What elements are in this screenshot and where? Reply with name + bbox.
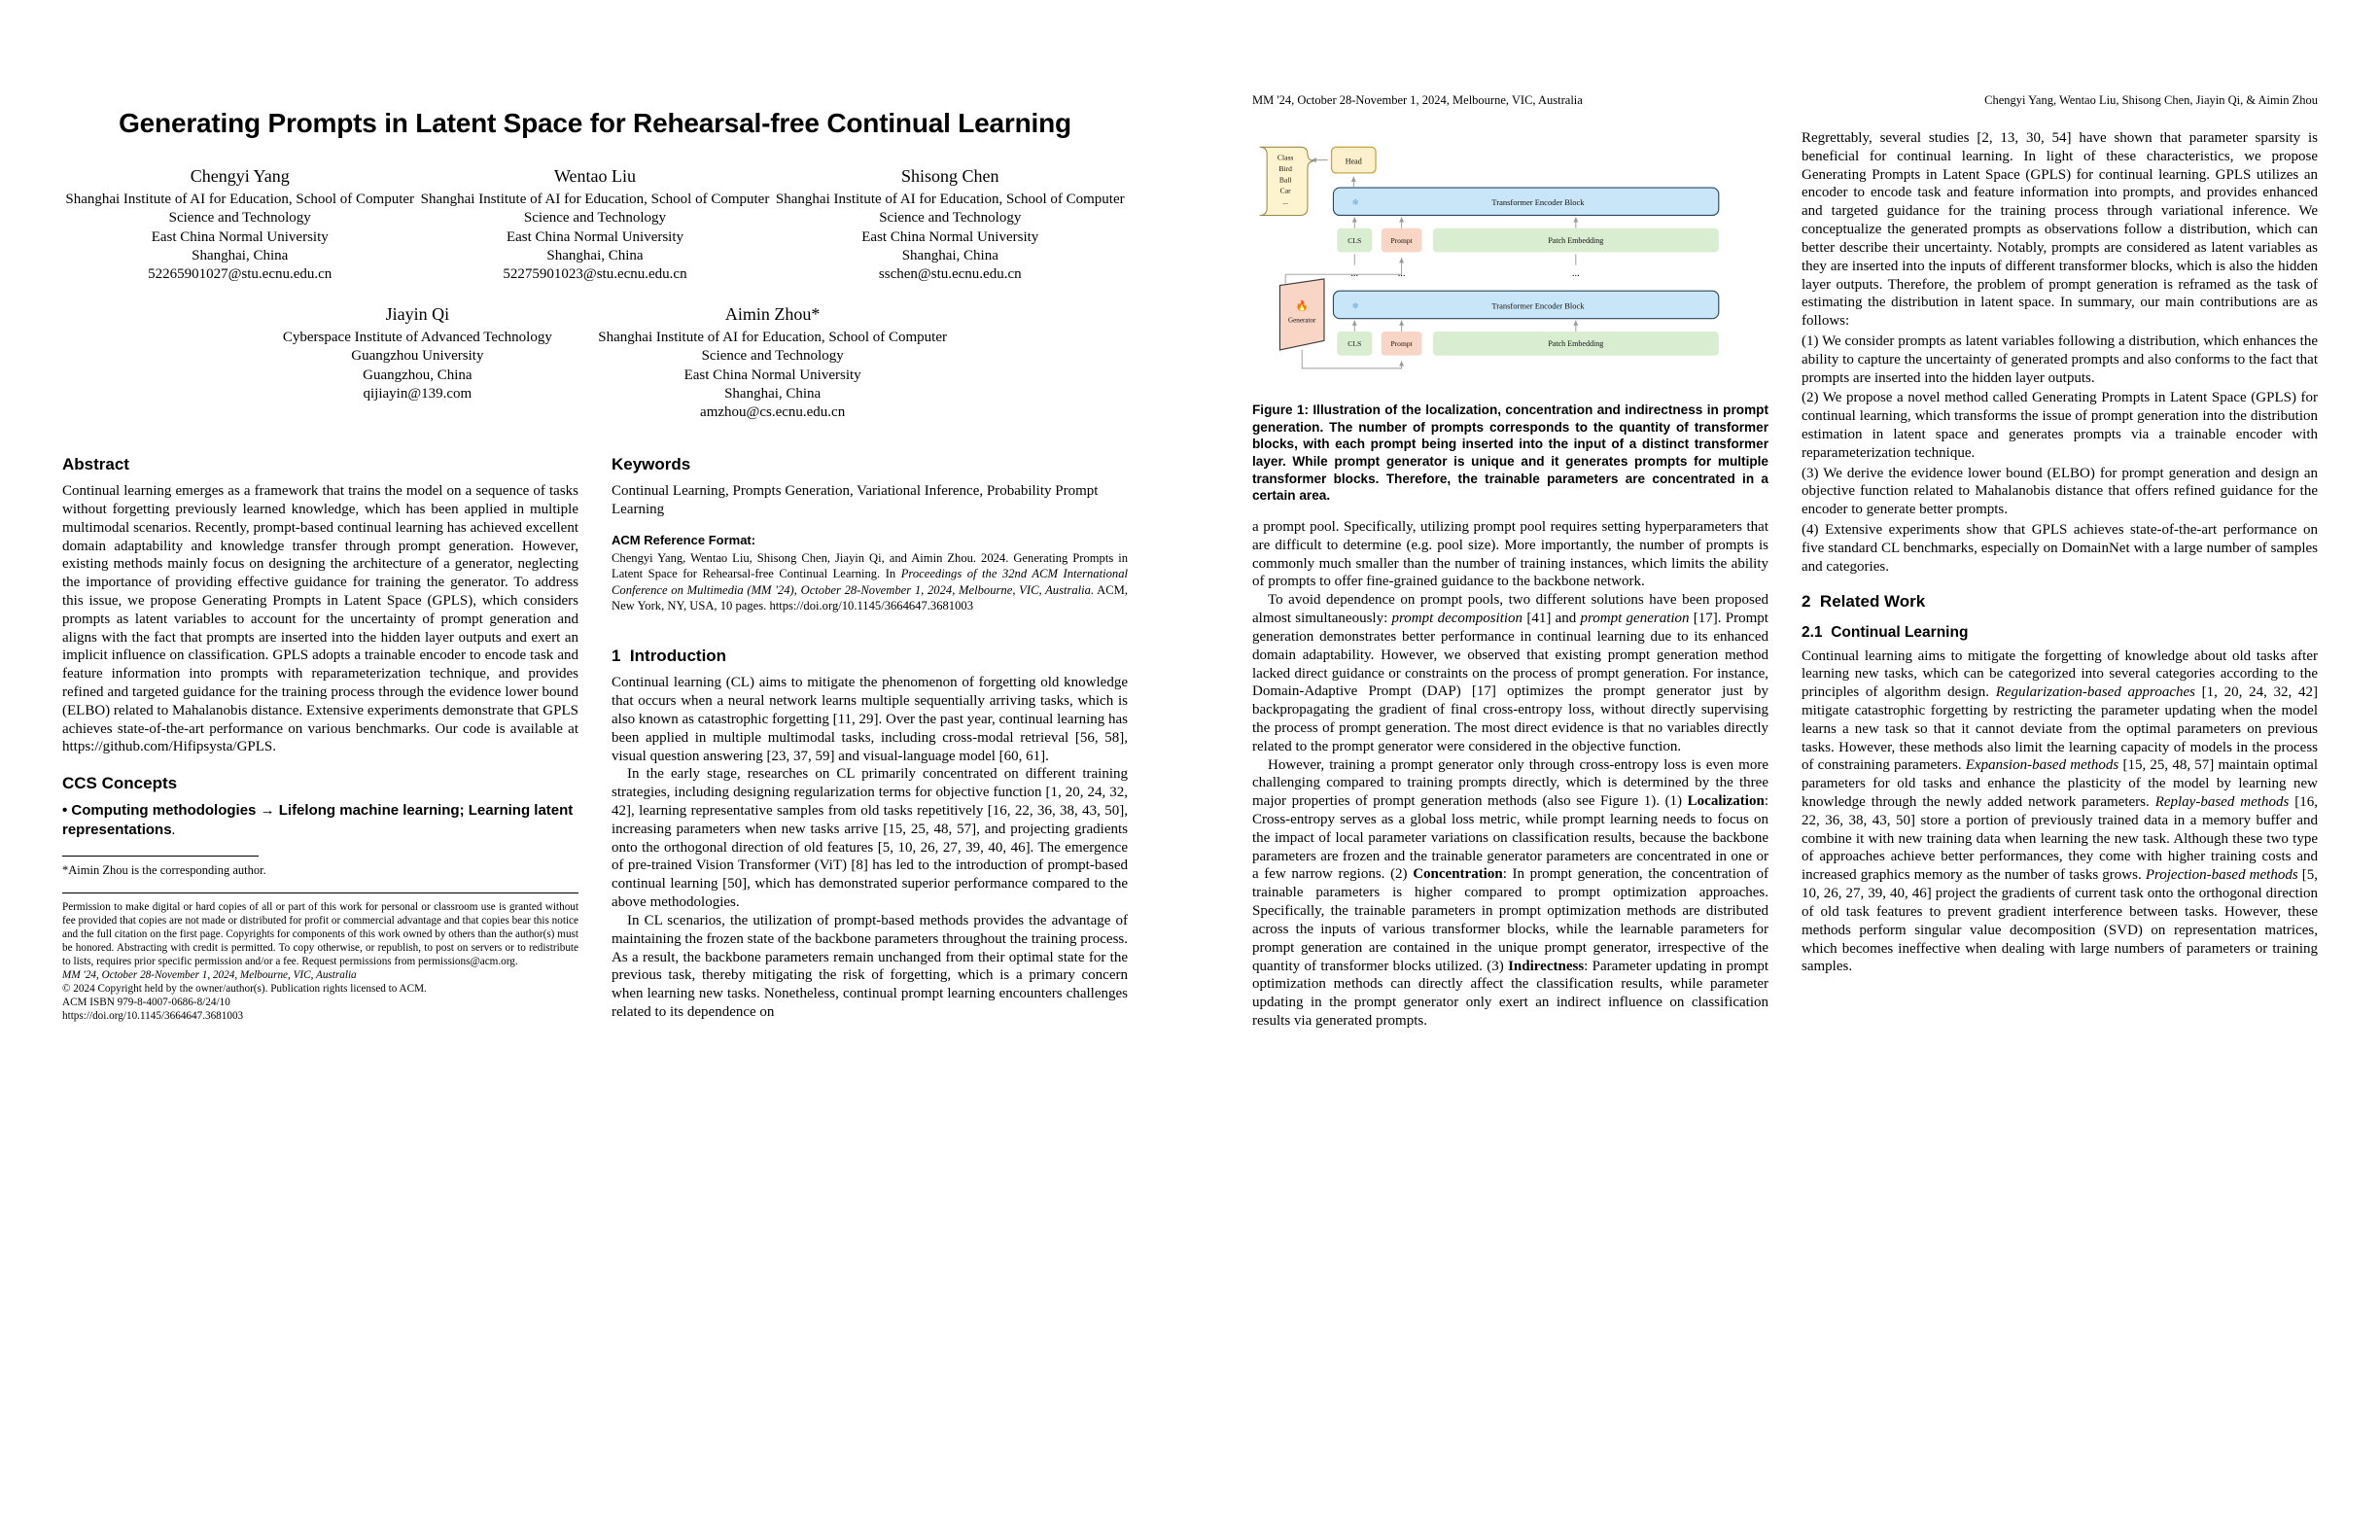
p6-bold-indirectness: Indirectness [1508,958,1585,974]
running-header-left: MM '24, October 28-November 1, 2024, Melbourne, VIC, Australia [1252,93,1583,107]
author-block [773,165,1128,284]
p6-part-c: : In prompt generation, the concentration of trainable parameters is higher compared to prompt optimization approaches. Specifically, the trainable parameters in prompt optimization methods are distributed across the inputs of various transformer blocks, while the learnable parameters for prompt generation are contained in the unique prompt generator, irrespective of the quantity of transformer blocks utilized. (3) [1252,866,1768,974]
generator-label: Generator [1287,316,1316,325]
rw-italic-expansion: Expansion-based methods [1965,757,2119,774]
patch-label-top: Patch Embedding [1548,235,1604,245]
subsection-heading-continual-learning [1802,624,2318,642]
author-city: Shanghai, China [901,247,998,263]
author-university: Guangzhou University [351,348,484,365]
p5-italic-prompt-generation: prompt generation [1580,611,1690,627]
page1-left-column [62,455,578,1023]
author-email: 52275901023@stu.ecnu.edu.cn [503,265,687,282]
p6-bold-localization: Localization [1687,793,1765,810]
snowflake-icon: ❄ [1351,300,1359,311]
author-city: Guangzhou, China [363,367,472,383]
head-label: Head [1345,157,1362,166]
copyright-permission: Permission to make digital or hard copies of all or part of this work for personal or classroom use is granted without fee provided that copies are not made or distributed for profit or commercial advantage and that copies bear this notice and the full citation on the first page. Copyrights for components of this work owned by others than the author(s) must be honored. Abstracting with credit is permitted. To copy otherwise, or republish, to post on servers or to redistribute to lists, requires prior specific permission and/or a fee. Request permissions from permissions@acm.org. [62,900,578,967]
keywords-text: Continual Learning, Prompts Generation, Variational Inference, Probability Prompt Learning [612,483,1099,517]
class-label-1: Bird [1278,163,1292,173]
flame-icon: 🔥 [1295,301,1309,313]
author-name: Aimin Zhou* [724,304,821,325]
cls-label-bottom: CLS [1348,339,1362,349]
copyright-isbn: ACM ISBN 979-8-4007-0686-8/24/10 [62,997,230,1009]
paper-page-2 [1190,0,2380,1540]
copyright-conference: MM '24, October 28-November 1, 2024, Melbourne, VIC, Australia [62,969,357,982]
rw-part-d: [16, 22, 36, 38, 43, 50] store a portion of previously trained data in a memory buffer and combine it with new training data when learning the new task. Although these two type of approaches achieve better performances, they come with higher training costs and increased graphics memory as the number of tasks grows. [1802,794,2318,884]
author-affiliation: Shanghai Institute of AI for Education, School of Computer Science and Technology [420,192,770,227]
author-email: qijiayin@139.com [363,385,472,402]
related-subnumber: 2.1 [1802,623,1823,641]
intro-paragraph-3: In CL scenarios, the utilization of prompt-based methods provides the advantage of maintaining the frozen state of the backbone parameters throughout the training process. As a result, the backbone parameters remain unchanged from their optimal state for the previous task, thereby mitigating the risk of forgetting, which is a primary concern when learning new tasks. Nonetheless, continual prompt learning encounters challenges related to its dependence on [612,912,1128,1020]
author-name: Chengyi Yang [190,166,290,187]
intro-number: 1 [612,647,621,666]
generator-shape [1279,279,1324,350]
footnote-rule [62,856,259,857]
encoder-label-top: Transformer Encoder Block [1491,197,1585,208]
ccs-period: . [171,822,176,838]
cls-label-top: CLS [1348,235,1362,245]
page-title: Generating Prompts in Latent Space for Rehearsal-free Continual Learning [119,108,1071,138]
keywords-heading: Keywords [612,455,691,474]
intro-paragraph-7: Regrettably, several studies [2, 13, 30, 54] have shown that parameter sparsity is beneficial for continual learning. In light of these characteristics, we propose Generating Prompts in Latent Space (GPLS) for continual learning. GPLS utilizes an encoder to encode task and feature information into prompts, and provides enhanced and targeted guidance for the training process through variational inference. We conceptualize the generated prompts as observations follow a distribution, which can better describe their uncertainty. Notably, prompts are considered as latent variables as they are inserted into the inputs of different transformer blocks, which is also the hidden layer outputs. Therefore, the problem of prompt generation is reframed as the task of estimating the distribution in latent space. In summary, our main contributions are as follows: [1802,130,2318,330]
figure-1 [1252,129,1768,390]
acm-reference-heading: ACM Reference Format: [612,532,756,547]
rw-italic-projection: Projection-based methods [2145,867,2298,884]
page2-columns [1252,129,2318,1031]
author-block [240,303,595,422]
author-affiliation: Shanghai Institute of AI for Education, School of Computer Science and Technology [775,192,1125,227]
author-city: Shanghai, China [724,385,822,402]
generator-to-prompt-arrow-top [1285,258,1401,274]
patch-label-bottom: Patch Embedding [1548,339,1604,349]
ccs-concepts-line [62,801,578,840]
p5-italic-prompt-decomposition: prompt decomposition [1391,611,1523,627]
running-header-right: Chengyi Yang, Wentao Liu, Shisong Chen, Jiayin Qi, & Aimin Zhou [1984,93,2318,107]
page1-right-column [612,455,1128,1023]
ellipsis-patch: ... [1571,268,1580,280]
page2-left-column [1252,129,1768,1031]
snowflake-icon: ❄ [1351,197,1359,208]
copyright-owner: © 2024 Copyright held by the owner/author(s). Publication rights licensed to ACM. [62,983,427,996]
acm-reference-text [612,550,1128,613]
intro-paragraph-2: In the early stage, researches on CL primarily concentrated on different training strategies, including designing regularization terms for objective function [1, 20, 24, 32, 42], learning representative samples from old tasks repetitively [16, 22, 36, 38, 43, 50], increasing parameters when new tasks arrive [15, 25, 48, 57], and projecting gradients onto the orthogonal direction of old features [5, 10, 26, 27, 39, 40, 46]. The emergence of pre-trained Vision Transformer (ViT) [8] has led to the introduction of prompt-based continual learning [50], which has demonstrated superior performance compared to the above methodologies. [612,766,1128,911]
encoder-label-bottom: Transformer Encoder Block [1491,300,1585,311]
author-email: 52265901027@stu.ecnu.edu.cn [148,265,332,282]
author-university: East China Normal University [151,228,329,245]
author-row-spacer [63,303,240,422]
p6-part-a: However, training a prompt generator only through cross-entropy loss is even more challenging compared to training prompts directly, which is determined by the three major properties of prompt generation methods (also see Figure 1). (1) [1252,756,1768,810]
p6-bold-concentration: Concentration [1413,866,1503,883]
author-name: Shisong Chen [901,166,999,187]
author-city: Shanghai, China [546,247,644,263]
author-affiliation: Cyberspace Institute of Advanced Technology [282,330,552,346]
intro-title: Introduction [629,647,727,666]
contribution-3: (3) We derive the evidence lower bound (ELBO) for prompt generation and design an objective function related to Mahalanobis distance that offers refined guidance for the encoder to generate better prompts. [1802,465,2318,518]
acm-ref-proceedings: Proceedings of the 32nd ACM International Conference on Multimedia (MM '24), October 28-November 1, 2024, Melbourne, VIC, Australia. [612,567,1128,597]
author-name: Wentao Liu [553,166,637,187]
page1-columns [62,455,1128,1023]
related-number: 2 [1802,591,1811,611]
page2-right-column [1802,129,2318,1031]
rw-part-a: Continual learning aims to mitigate the forgetting of knowledge about old tasks after learning new tasks, which can be categorized into several categories according to the principles of algorithm design. [1802,648,2318,701]
author-row-spacer [950,303,1127,422]
class-label-3: Car [1279,186,1291,195]
abstract-heading: Abstract [62,455,129,474]
related-title: Related Work [1819,591,1926,611]
copyright-rule [62,892,578,893]
copyright-doi: https://doi.org/10.1145/3664647.3681003 [62,1010,244,1023]
author-row-1 [62,165,1128,284]
prompt-label-top: Prompt [1390,235,1413,245]
author-name: Jiayin Qi [385,304,450,325]
author-university: East China Normal University [683,367,861,383]
acm-ref-part-b: ACM, New York, NY, USA, 10 pages. https://doi.org/10.1145/3664647.3681003 [612,582,1129,612]
intro-paragraph-1: Continual learning (CL) aims to mitigate the phenomenon of forgetting old knowledge that occurs when a neural network learns multiple sequentially arriving tasks, which is also known as catastrophic forgetting [11, 29]. Over the past year, continual learning has been applied in multiple multimodal tasks, including cross-modal retrieval [56, 58], visual question answering [23, 37, 59] and visual-language model [60, 61]. [612,675,1128,764]
author-block [417,165,772,284]
author-university: East China Normal University [506,228,684,245]
abstract-text: Continual learning emerges as a framework that trains the model on a sequence of tasks without forgetting previously learned knowledge, which has been applied in multiple multimodal scenarios. Recently, prompt-based continual learning has achieved excellent domain adaptability and knowledge transfer through prompt generation. However, existing methods mainly focus on designing the architecture of a generator, neglecting the importance of providing effective guidance for training the generator. To address this issue, we propose Generating Prompts in Latent Space (GPLS), which considers prompts as latent variables to account for the uncertainty of prompt generation and aligns with the fact that prompts are inserted into the hidden layer outputs and exert an implicit influence on classification. GPLS adopts a trainable encoder to encode task and feature information into prompts with reparameterization technique, and provides refined and targeted guidance for the training process through the evidence lower bound (ELBO) related to Mahalanobis distance. Extensive experiments demonstrate that GPLS achieves state-of-the-art performance on various benchmarks. Our code is available at https://github.com/Hifipsysta/GPLS. [62,483,578,755]
ellipsis-prompt: ... [1397,268,1406,280]
figure-1-caption: Figure 1: Illustration of the localization, concentration and indirectness in prompt generation. The number of prompts corresponds to the quantity of transformer blocks, with each prompt being inserted into the input of a distinct transformer layer. While prompt generator is unique and it generates prompts for multiple transformer blocks. Therefore, the trainable parameters are concentrated in a certain area. [1252,402,1768,504]
author-email: sschen@stu.ecnu.edu.cn [878,265,1022,282]
contribution-4: (4) Extensive experiments show that GPLS achieves state-of-the-art performance on five standard CL benchmarks, especially on DomainNet with a large number of samples and categories. [1802,522,2318,575]
class-label-2: Ball [1278,175,1292,185]
related-paragraph-1 [1802,648,2318,977]
ccs-bullet-1: • Computing methodologies → Lifelong machine learning; [62,802,465,820]
contribution-1: (1) We consider prompts as latent variables following a distribution, which enhances the ability to capture the uncertainty of generated prompts and also conforms to the fact that prompts are inserted into the hidden layer outputs. [1802,332,2318,386]
intro-paragraph-6 [1252,756,1768,1031]
prompt-label-bottom: Prompt [1390,339,1413,349]
related-subtitle: Continual Learning [1831,623,1969,641]
corresponding-author-note: *Aimin Zhou is the corresponding author. [62,863,266,878]
p6-part-d: : Parameter updating in prompt optimization methods can directly affect the classification results, while parameter updating in the prompt generator only exert an indirect influence on classification results via generated prompts. [1252,958,1768,1029]
author-affiliation: Shanghai Institute of AI for Education, School of Computer Science and Technology [598,330,947,365]
p5-part-b: [41] and [1522,611,1581,627]
author-city: Shanghai, China [192,247,289,263]
ellipsis-cls: ... [1350,268,1359,280]
running-header [1252,93,2318,108]
rw-italic-regularization: Regularization-based approaches [1995,684,2195,701]
author-block [595,303,950,422]
p5-part-c: [17]. Prompt generation demonstrates better performance in continual learning due to its enhanced domain adaptability. However, we observed that existing prompt generation method lacked direct guidance or constraints on the process of prompt generation. For instance, Domain-Adaptive Prompt (DAP) [17] optimizes the prompt generator just by backpropagating the gradient of final cross-entropy loss, without directly supervising the process of prompt generation. The most direct evidence is that no variables directly related to the prompt generator were considered in the objective function. [1252,611,1768,754]
rw-part-c: [15, 25, 48, 57] maintain optimal parameters for old tasks and enhance the plasticity of the model by learning new knowledge through the newly added network parameters. [1802,757,2318,810]
p6-part-b: : Cross-entropy serves as a global loss metric, while prompt learning needs to focus on the impact of local parameter variations on classification results, because the backbone parameters are frozen and the trainable generator parameters are concentrated in one or a few narrow regions. (2) [1252,793,1768,883]
author-university: East China Normal University [861,228,1039,245]
author-block [62,165,417,284]
rw-part-e: [5, 10, 26, 27, 39, 40, 46] project the gradients of current task onto the orthogonal direction of old task features to prevent gradient interference between tasks. However, these methods perform singular value decomposition (SVD) on representation matrices, which becomes ineffective when dealing with large numbers of parameters or training samples. [1802,867,2318,975]
acm-ref-part-a: Chengyi Yang, Wentao Liu, Shisong Chen, Jiayin Qi, and Aimin Zhou. 2024. Generating Prompts in Latent Space for Rehearsal-free Continual Learning. In [612,550,1128,581]
contribution-2: (2) We propose a novel method called Generating Prompts in Latent Space (GPLS) for continual learning, which transforms the issue of prompt generation into the distribution estimation in latent space and generates prompts via a trainable encoder with reparameterization technique. [1802,390,2318,461]
ccs-bullet-2: Learning latent representations [62,802,574,838]
rw-italic-replay: Replay-based methods [2154,794,2290,810]
figure-1-diagram [1252,129,1768,390]
intro-paragraph-4: a prompt pool. Specifically, utilizing prompt pool requires setting hyperparameters that are difficult to determine (e.g. pool size). More importantly, the number of prompts is commonly much smaller than the number of training instances, which limits the ability of prompts to offer fine-grained guidance to the backbone network. [1252,519,1768,590]
author-email: amzhou@cs.ecnu.edu.cn [700,403,846,420]
rw-part-b: [1, 20, 24, 32, 42] mitigate catastrophic forgetting by restricting the parameter updating when the model learns a new task so that it cannot deviate from the optimal parameters on previous tasks. However, these methods also limit the learning capacity of models in the process of constraining parameters. [1802,684,2318,774]
ccs-heading: CCS Concepts [62,774,178,793]
p5-part-a: To avoid dependence on prompt pools, two different solutions have been proposed almost simultaneously: [1252,592,1768,627]
author-affiliation: Shanghai Institute of AI for Education, School of Computer Science and Technology [65,192,415,227]
section-heading-related-work [1802,592,2318,612]
class-label-0: Class [1277,153,1294,162]
class-label-4: ... [1282,197,1288,207]
intro-paragraph-5 [1252,591,1768,755]
section-heading-introduction [612,647,1128,666]
author-row-2 [62,303,1128,422]
